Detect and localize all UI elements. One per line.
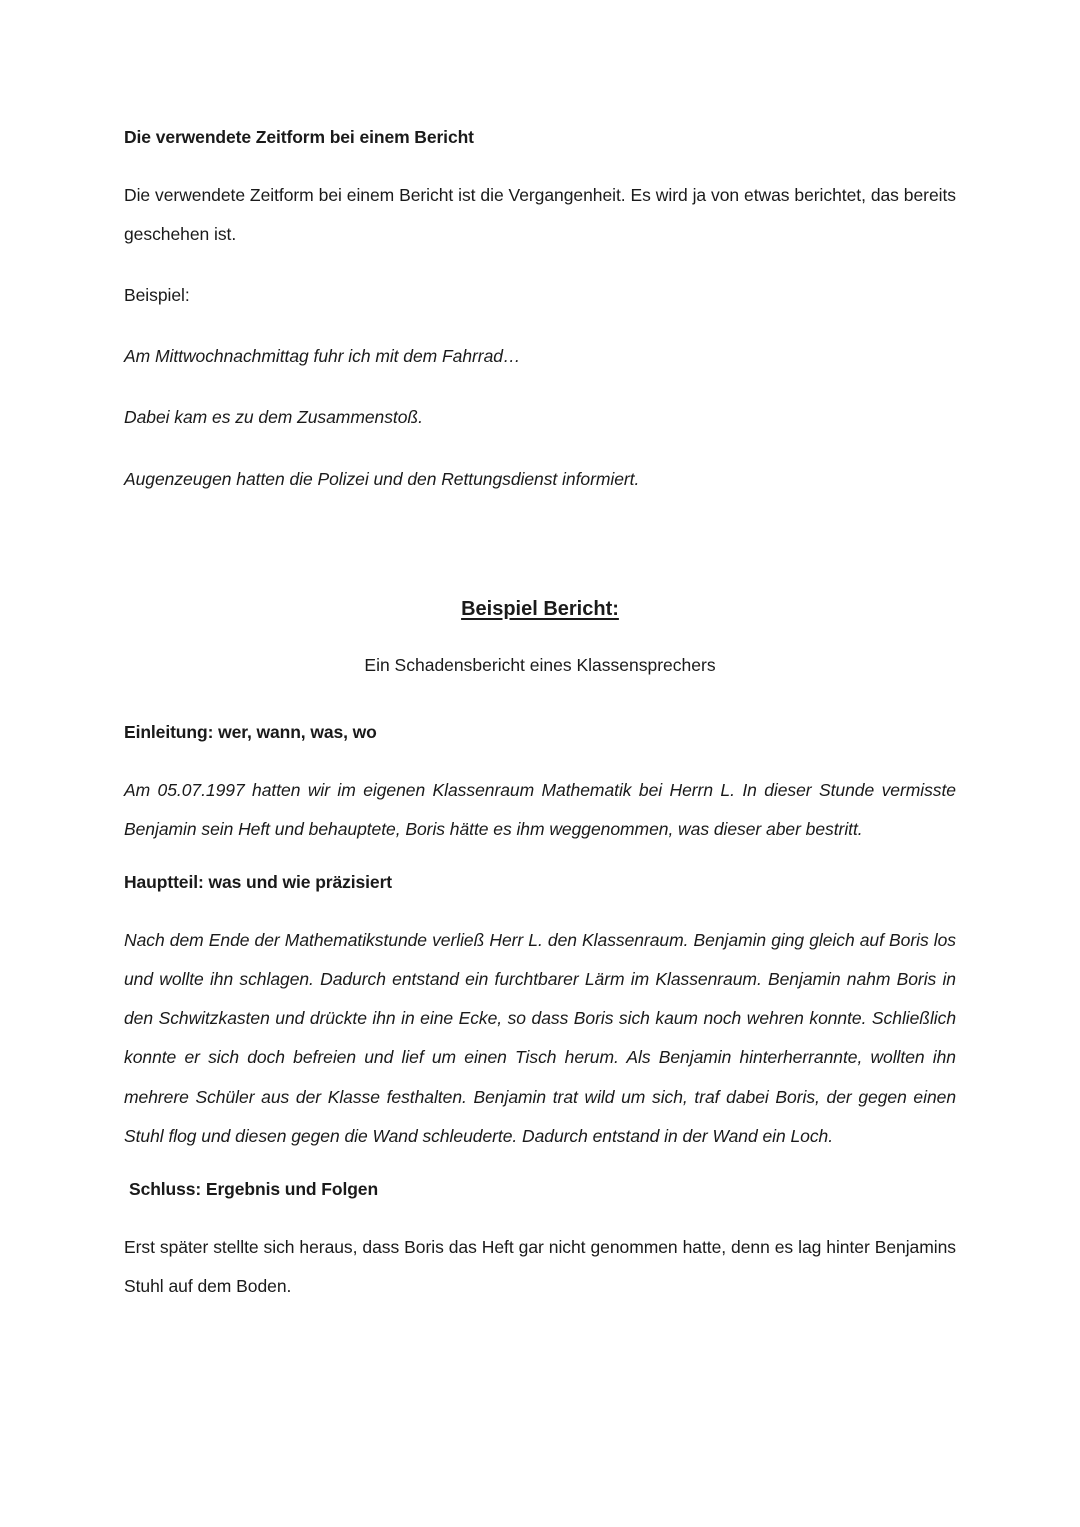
part-heading-hauptteil: Hauptteil: was und wie präzisiert xyxy=(124,872,393,893)
spacer xyxy=(124,150,956,176)
spacer xyxy=(124,438,956,460)
spacer xyxy=(124,254,956,276)
paragraph-zeitform-body: Die verwendete Zeitform bei einem Bericht ist die Vergangenheit. Es wird ja von etwas berichtet, das bereits geschehen ist. xyxy=(124,184,956,244)
label-beispiel: Beispiel: xyxy=(124,285,190,305)
example-sentence-1: Am Mittwochnachmittag fuhr ich mit dem Fahrrad… xyxy=(124,346,521,367)
spacer xyxy=(124,315,956,337)
example-report-title xyxy=(124,595,956,623)
example-report-subtitle: Ein Schadensbericht eines Klassensprechers xyxy=(364,654,716,675)
example-sentence-3: Augenzeugen hatten die Polizei und den Rettungsdienst informiert. xyxy=(124,468,640,489)
part-body-hauptteil: Nach dem Ende der Mathematikstunde verließ Herr L. den Klassenraum. Benjamin ging gleich auf Boris los und wollte ihn schlagen. Dadurch entstand ein furchtbarer Lärm im Klassenraum. Benjamin nahm Boris in den Schwitzkasten und drückte ihn in eine Ecke, so dass Boris sich kaum noch wehren konnte. Schließlich konnte er sich doch befreien und lief um einen Tisch herum. Als Benjamin hinterherrannte, wollten ihn mehrere Schüler aus der Klasse festhalten. Benjamin trat wild um sich, traf dabei Boris, der gegen einen Stuhl flog und diesen gegen die Wand schleuderte. Dadurch entstand in der Wand ein Loch. xyxy=(124,929,956,1146)
part-heading-schluss: Schluss: Ergebnis und Folgen xyxy=(129,1179,379,1199)
section-heading-zeitform: Die verwendete Zeitform bei einem Bericht xyxy=(124,127,474,147)
spacer xyxy=(124,895,956,921)
spacer-large xyxy=(124,499,956,595)
spacer xyxy=(124,376,956,398)
spacer xyxy=(124,849,956,871)
example-report-title-text: Beispiel Bericht: xyxy=(461,597,619,620)
spacer xyxy=(124,677,956,721)
spacer xyxy=(124,1202,956,1228)
spacer xyxy=(124,623,956,653)
spacer xyxy=(124,1156,956,1178)
part-body-einleitung: Am 05.07.1997 hatten wir im eigenen Klassenraum Mathematik bei Herrn L. In dieser Stunde vermisste Benjamin sein Heft und behauptete, Boris hätte es ihm weggenommen, was dieser aber bestritt. xyxy=(124,779,956,840)
example-sentence-2: Dabei kam es zu dem Zusammenstoß. xyxy=(124,407,423,428)
document-body xyxy=(124,126,956,1306)
part-heading-einleitung: Einleitung: wer, wann, was, wo xyxy=(124,722,377,743)
part-body-schluss: Erst später stellte sich heraus, dass Boris das Heft gar nicht genommen hatte, denn es lag hinter Benjamins Stuhl auf dem Boden. xyxy=(124,1236,956,1296)
spacer xyxy=(124,745,956,771)
